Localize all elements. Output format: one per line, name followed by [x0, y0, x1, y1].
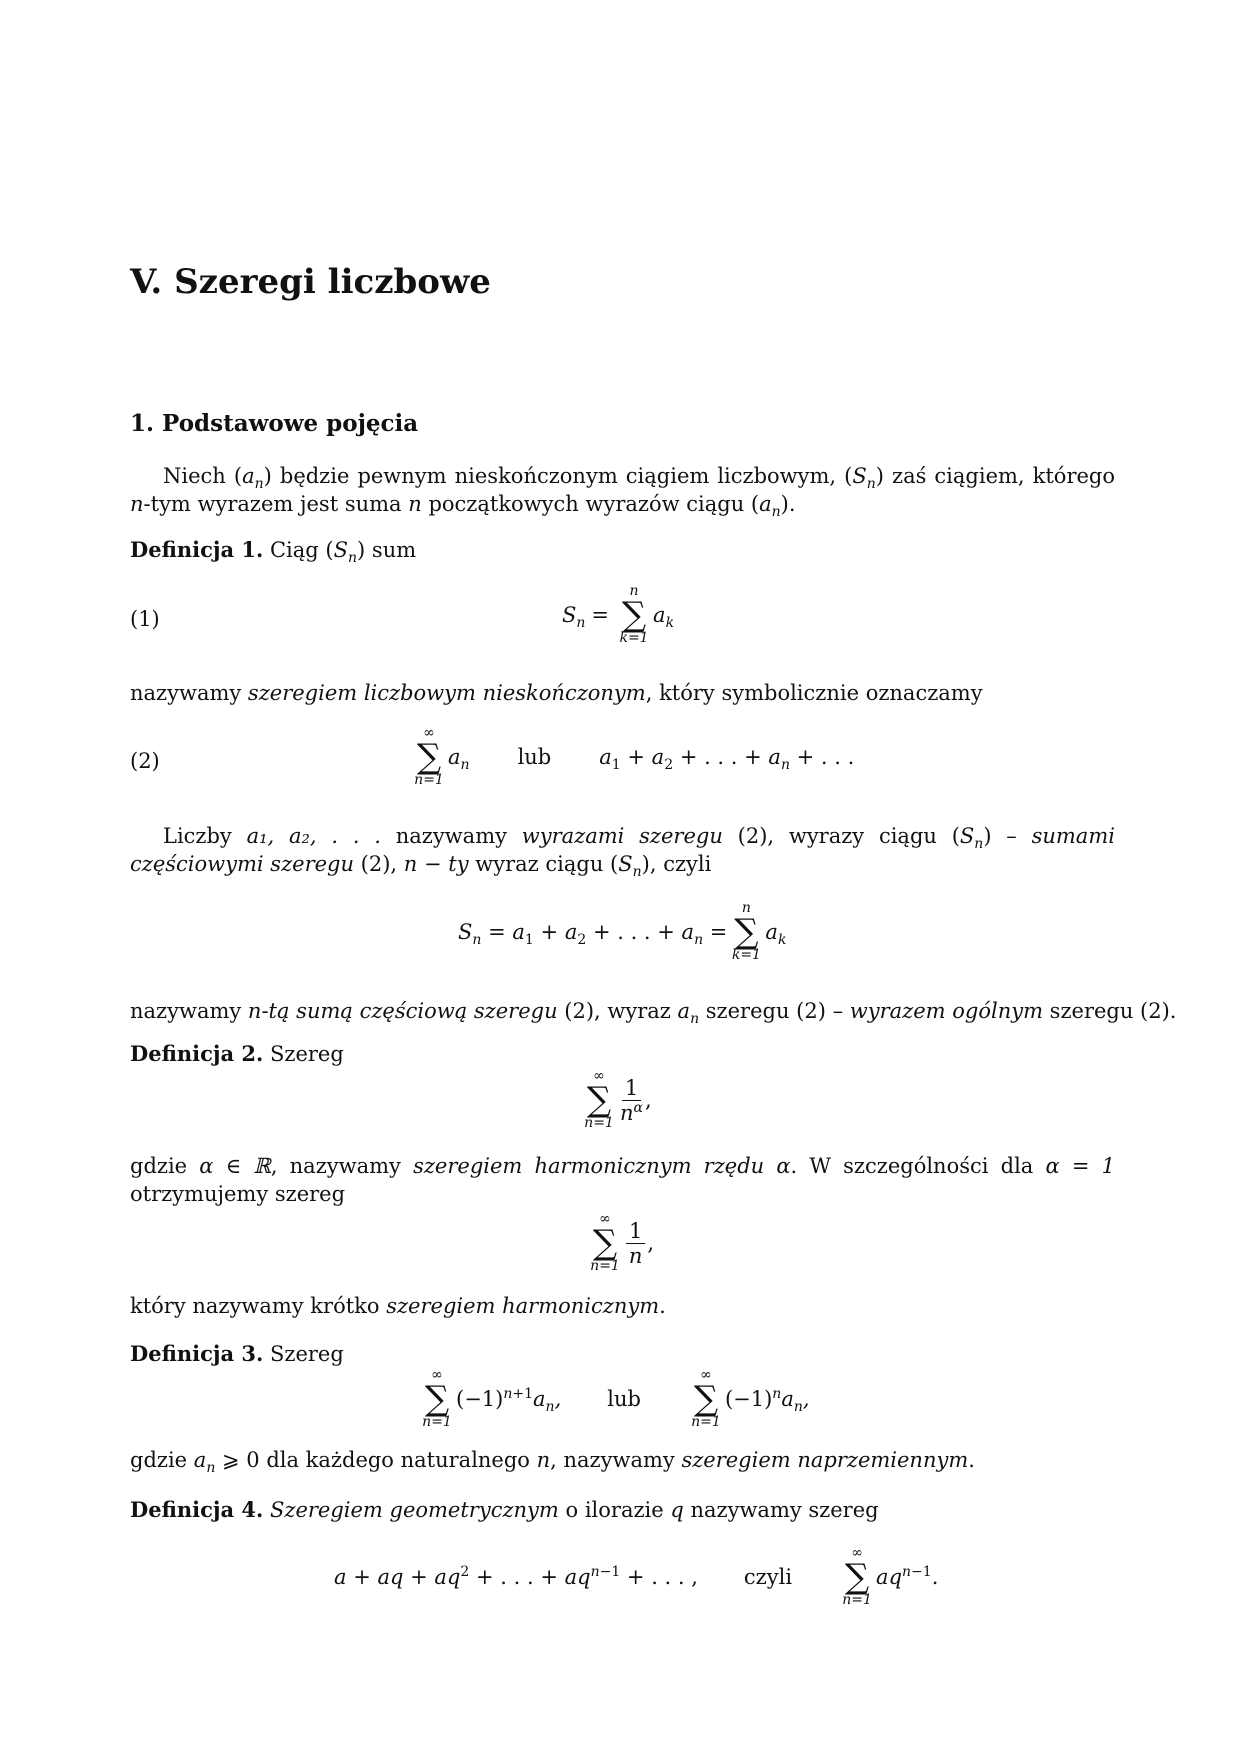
definition-2-text: gdzie α ∈ ℝ, nazywamy szeregiem harmonicznym rzędu α. W szczególności dla α = 1 otrzymujemy szereg	[130, 1154, 1116, 1206]
equation-1: $S_n$ = n ∑ k=1 $a_k$	[562, 583, 675, 646]
definition-2-heading: Definicja 2. Szereg	[130, 1041, 344, 1066]
definition-4-heading: Definicja 4. Szeregiem geometrycznym o ilorazie q nazywamy szereg	[130, 1497, 879, 1522]
alternating-series: ∞ ∑ n=1 $(-1)^{n+1}a_n$, lub ∞ ∑ n=1 $(-1)^na_n$,	[418, 1368, 810, 1430]
sum-operator: ∞ ∑ n=1	[590, 1211, 620, 1274]
definition-1-text: nazywamy szeregiem liczbowym nieskończonym, który symbolicznie oznaczamy	[130, 681, 983, 705]
harmonic-series: ∞ ∑ n=1 $\frac{1}{n}$ ,	[586, 1212, 654, 1274]
sum-operator: n ∑ k=1	[619, 583, 649, 646]
harmonic-series-alpha: ∞ ∑ n=1 $\frac{1}{n^\alpha}$ ,	[580, 1069, 652, 1131]
geometric-series: a + aq + $aq^2$ + . . . + $aq^{n-1}$ + . . . , czyli ∞ ∑ n=1 $aq^{n-1}$.	[334, 1545, 939, 1608]
sum-operator: n ∑ k=1	[731, 900, 761, 963]
equation-2: ∞ ∑ n=1 $a_n$ lub $a_1 + a_2$ + . . . + $a_n$ + . . .	[410, 726, 854, 788]
liczby-paragraph: Liczby a₁, a₂, . . . nazywamy wyrazami szeregu (2), wyrazy ciągu $(S_n)$ – sumami częściowymi szeregu (2), n − ty wyraz ciągu $(S_n)$, czyli	[130, 824, 1115, 881]
chapter-title: V. Szeregi liczbowe	[130, 262, 491, 302]
sum-operator: ∞ ∑ n=1	[842, 1545, 872, 1608]
equation-number-2: (2)	[130, 749, 160, 773]
sum-operator: ∞ ∑ n=1	[691, 1367, 721, 1430]
sum-operator: ∞ ∑ n=1	[414, 725, 444, 788]
section-title: 1. Podstawowe pojęcia	[130, 410, 419, 437]
definition-3-heading: Definicja 3. Szereg	[130, 1341, 344, 1366]
partial-sum-text: nazywamy n-tą sumą częściową szeregu (2), wyraz $a_n$ szeregu (2) – wyrazem ogólnym szeregu (2).	[130, 999, 1177, 1028]
definition-1-heading: Definicja 1. Ciąg $(S_n)$ sum	[130, 537, 417, 567]
intro-paragraph: Niech $(a_n)$ będzie pewnym nieskończonym ciągiem liczbowym, $(S_n)$ zaś ciągiem, którego n-tym wyrazem jest suma n początkowych wyrazów ciągu $(a_n)$.	[130, 464, 1115, 521]
harmonic-text: który nazywamy krótko szeregiem harmonicznym.	[130, 1294, 666, 1318]
equation-number-1: (1)	[130, 607, 160, 631]
sum-operator: ∞ ∑ n=1	[422, 1367, 452, 1430]
definition-3-text: gdzie $a_n$ ⩾ 0 dla każdego naturalnego n, nazywamy szeregiem naprzemiennym.	[130, 1448, 975, 1477]
partial-sum-equation: $S_n = a_1 + a_2$ + . . . + $a_n$ = n ∑ k=1 $a_k$	[458, 900, 787, 963]
sum-operator: ∞ ∑ n=1	[584, 1068, 614, 1131]
